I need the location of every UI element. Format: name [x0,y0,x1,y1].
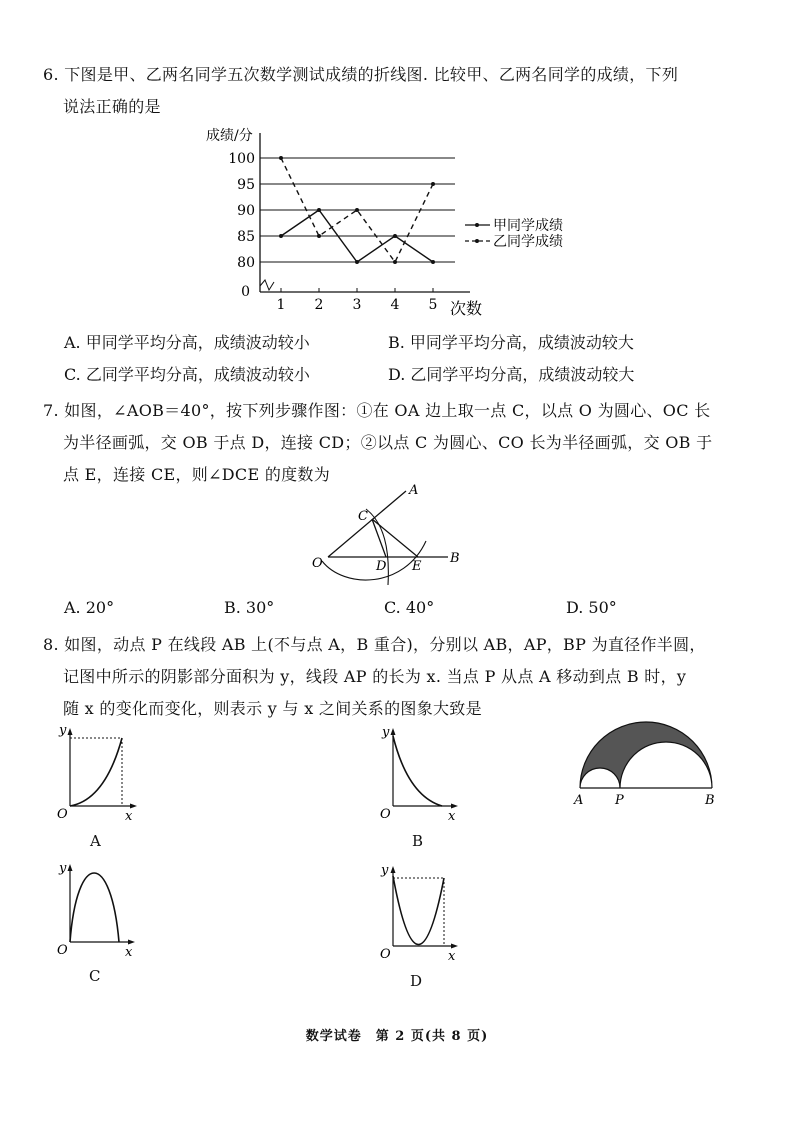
q7-stem-line-2: 为半径画弧，交 OB 于点 D，连接 CD；②以点 C 为圆心、CO 长为半径画弧，交 OB 于 [63,433,713,452]
y-axis-label: 成绩/分 [206,128,253,144]
origin-label: 0 [241,284,250,300]
svg-text:x: x [448,949,456,964]
q7-option-b: B. 30° [224,598,275,617]
q8-graph-c-label: C [89,967,101,985]
data-point-series-2 [393,260,397,264]
axis-break [260,280,274,290]
x-tick-label: 3 [352,297,362,313]
x-tick-label: 1 [276,297,286,313]
q7-stem-line-3: 点 E，连接 CE，则∠DCE 的度数为 [63,465,331,484]
q6-option-b: B. 甲同学平均分高，成绩波动较大 [388,333,634,352]
data-point-series-2 [279,156,283,160]
q6-stem-line-1: 6. 下图是甲、乙两名同学五次数学测试成绩的折线图. 比较甲、乙两名同学的成绩，下列 [43,65,679,84]
q6-stem-line-2: 说法正确的是 [63,97,161,116]
label-p: P [615,793,624,808]
q7-stem-line-1: 7. 如图，∠AOB＝40°，按下列步骤作图：①在 OA 边上取一点 C，以点 O 为圆心、OC 长 [43,401,711,420]
x-tick-label: 2 [314,297,324,313]
x-tick-label: 5 [428,297,438,313]
legend-marker-1 [475,223,479,227]
data-point-series-1 [317,208,321,212]
q8-graph-d-label: D [410,972,423,990]
ray-oa [328,491,406,557]
svg-text:x: x [448,809,456,824]
y-tick-label: 100 [228,151,255,167]
q8-graph-c [55,858,140,958]
svg-text:y: y [59,723,67,738]
data-point-series-1 [431,260,435,264]
label-a: A [409,483,419,498]
x-axis-label: 次数 [450,299,483,318]
q8-semicircle-figure [568,722,728,812]
svg-text:x: x [125,945,133,960]
label-a: A [574,793,584,808]
y-tick-label: 90 [237,203,255,219]
q8-graph-a [55,722,140,822]
q8-graph-b [378,722,463,822]
data-point-series-1 [279,234,283,238]
label-e: E [412,559,422,574]
svg-text:O: O [57,807,68,822]
data-point-series-2 [355,208,359,212]
y-tick-label: 80 [237,255,255,271]
y-tick-label: 85 [237,229,255,245]
q7-option-c: C. 40° [384,598,435,617]
svg-text:y: y [381,863,389,878]
q8-stem-line-1: 8. 如图，动点 P 在线段 AB 上(不与点 A，B 重合)，分别以 AB，AP，BP 为直径作半圆， [43,635,706,654]
q6-option-a: A. 甲同学平均分高，成绩波动较小 [64,333,310,352]
q8-stem-line-3: 随 x 的变化而变化，则表示 y 与 x 之间关系的图象大致是 [63,699,482,718]
q8-graph-d [378,862,463,962]
q7-angle-figure [300,485,470,595]
q6-option-c: C. 乙同学平均分高，成绩波动较小 [64,365,310,384]
svg-text:O: O [380,807,391,822]
y-tick-label: 95 [237,177,255,193]
label-d: D [376,559,387,574]
q8-graph-b-label: B [412,832,424,850]
page-footer: 数学试卷 第 2 页(共 8 页) [305,1029,489,1044]
q6-line-chart [200,125,600,320]
q6-option-d: D. 乙同学平均分高，成绩波动较大 [388,365,635,384]
data-point-series-1 [355,260,359,264]
q7-option-a: A. 20° [64,598,115,617]
arc-centered-c [322,541,426,580]
q8-stem-line-2: 记图中所示的阴影部分面积为 y，线段 AP 的长为 x. 当点 P 从点 A 移动到点 B 时，y [63,667,687,686]
q7-option-d: D. 50° [566,598,617,617]
data-point-series-1 [393,234,397,238]
x-tick-label: 4 [390,297,400,313]
svg-text:O: O [380,947,391,962]
svg-text:O: O [57,943,68,958]
shaded-region [580,722,712,788]
legend-label-2: 乙同学成绩 [493,234,563,250]
svg-text:y: y [382,725,390,740]
svg-text:y: y [59,861,67,876]
svg-text:x: x [125,809,133,824]
label-b: B [450,551,460,566]
label-c: C [358,509,368,524]
legend-label-1: 甲同学成绩 [493,218,563,234]
label-b: B [705,793,715,808]
q8-graph-a-label: A [90,832,101,850]
label-o: O [312,556,323,571]
data-point-series-2 [431,182,435,186]
legend-marker-2 [475,239,479,243]
data-point-series-2 [317,234,321,238]
